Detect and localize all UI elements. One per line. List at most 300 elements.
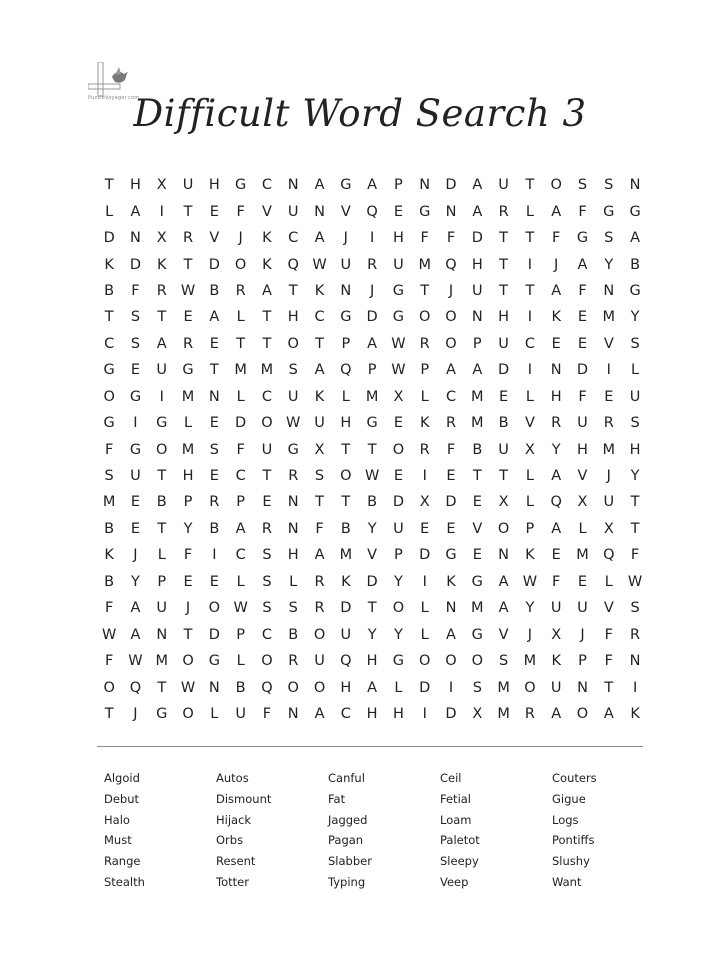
grid-cell: B bbox=[209, 282, 220, 299]
grid-cell: J bbox=[606, 468, 611, 485]
grid-cell: U bbox=[498, 441, 509, 458]
grid-cell: A bbox=[630, 230, 641, 247]
grid-cell: X bbox=[603, 520, 614, 537]
grid-cell: E bbox=[209, 203, 219, 220]
grid-row bbox=[96, 436, 648, 462]
grid-cell: G bbox=[629, 282, 641, 299]
word-list-item: Autos bbox=[216, 771, 249, 785]
grid-cell: H bbox=[471, 256, 483, 273]
grid-row bbox=[96, 251, 648, 277]
grid-row bbox=[96, 172, 648, 198]
grid-cell: T bbox=[288, 282, 298, 299]
grid-cell: Y bbox=[367, 520, 377, 537]
grid-cell: P bbox=[394, 547, 403, 564]
grid-row bbox=[96, 569, 648, 595]
grid-cell: V bbox=[603, 335, 614, 352]
grid-cell: E bbox=[420, 520, 430, 537]
word-list-item: Totter bbox=[216, 874, 249, 889]
grid-cell: M bbox=[602, 309, 616, 326]
grid-cell: Q bbox=[340, 362, 352, 379]
grid-row bbox=[96, 516, 648, 542]
grid-cell: D bbox=[471, 230, 483, 247]
grid-cell: R bbox=[288, 653, 299, 670]
grid-cell: F bbox=[578, 282, 587, 299]
grid-cell: K bbox=[341, 573, 351, 590]
grid-cell: A bbox=[551, 468, 562, 485]
grid-cell: O bbox=[576, 705, 589, 722]
grid-cell: A bbox=[446, 362, 456, 379]
grid-cell: E bbox=[499, 388, 509, 405]
grid-cell: A bbox=[156, 335, 167, 352]
grid-cell: D bbox=[129, 256, 142, 273]
grid-cell: P bbox=[394, 177, 403, 194]
grid-cell: G bbox=[392, 309, 405, 326]
grid-cell: G bbox=[471, 573, 483, 590]
grid-cell: G bbox=[156, 415, 168, 432]
grid-cell: T bbox=[183, 626, 193, 643]
grid-cell: Y bbox=[604, 256, 614, 273]
grid-cell: O bbox=[445, 653, 457, 670]
grid-cell: E bbox=[446, 468, 456, 485]
grid-cell: R bbox=[288, 468, 299, 485]
grid-cell: R bbox=[419, 441, 430, 458]
grid-cell: I bbox=[422, 468, 427, 485]
grid-cell: G bbox=[603, 203, 615, 220]
grid-cell: E bbox=[130, 494, 141, 511]
grid-cell: M bbox=[234, 362, 247, 379]
grid-cell: O bbox=[471, 653, 484, 670]
grid-cell: S bbox=[630, 415, 640, 432]
grid-cell: A bbox=[498, 573, 509, 590]
grid-cell: L bbox=[341, 388, 350, 405]
grid-cell: I bbox=[159, 203, 164, 220]
grid-cell: B bbox=[104, 520, 115, 537]
grid-cell: K bbox=[419, 415, 430, 432]
grid-cell: X bbox=[498, 494, 509, 511]
grid-cell: R bbox=[261, 520, 272, 537]
grid-cell: K bbox=[262, 230, 272, 247]
grid-cell: M bbox=[602, 441, 616, 458]
word-list bbox=[104, 771, 664, 896]
grid-cell: U bbox=[287, 388, 299, 405]
grid-cell: M bbox=[471, 600, 484, 617]
grid-cell: G bbox=[629, 203, 641, 220]
grid-cell: O bbox=[182, 653, 194, 670]
grid-row bbox=[96, 357, 648, 383]
grid-cell: X bbox=[551, 626, 562, 643]
word-list-item: Halo bbox=[104, 812, 130, 827]
grid-cell: L bbox=[236, 573, 245, 590]
word-list-item: Canful bbox=[328, 771, 365, 785]
grid-cell: Y bbox=[183, 520, 193, 537]
grid-cell: G bbox=[340, 309, 352, 326]
grid-cell: E bbox=[209, 415, 219, 432]
grid-cell: E bbox=[130, 520, 141, 537]
grid-cell: T bbox=[157, 309, 167, 326]
grid-cell: M bbox=[339, 547, 353, 564]
grid-cell: R bbox=[183, 230, 194, 247]
grid-cell: J bbox=[369, 282, 375, 299]
grid-cell: O bbox=[208, 600, 221, 617]
grid-cell: Y bbox=[551, 441, 561, 458]
grid-cell: P bbox=[341, 335, 351, 352]
grid-cell: K bbox=[525, 547, 535, 564]
grid-cell: A bbox=[577, 256, 588, 273]
grid-cell: D bbox=[208, 256, 220, 273]
grid-cell: Q bbox=[445, 256, 457, 273]
grid-cell: G bbox=[235, 177, 247, 194]
word-list-item: Debut bbox=[104, 791, 140, 806]
grid-cell: W bbox=[391, 362, 406, 379]
grid-cell: C bbox=[235, 468, 246, 485]
grid-cell: U bbox=[629, 388, 641, 405]
grid-cell: F bbox=[315, 520, 324, 537]
grid-cell: T bbox=[183, 256, 193, 273]
grid-cell: I bbox=[422, 705, 427, 722]
grid-cell: S bbox=[130, 335, 141, 352]
grid-cell: U bbox=[498, 335, 509, 352]
grid-cell: D bbox=[366, 309, 378, 326]
grid-cell: B bbox=[104, 573, 115, 590]
grid-cell: O bbox=[497, 520, 510, 537]
grid-cell: N bbox=[550, 362, 562, 379]
grid-row bbox=[96, 331, 648, 357]
grid-cell: S bbox=[288, 362, 298, 379]
grid-cell: U bbox=[235, 705, 246, 722]
grid-cell: U bbox=[261, 441, 273, 458]
grid-cell: U bbox=[156, 600, 168, 617]
grid-cell: L bbox=[578, 520, 587, 537]
grid-cell: H bbox=[629, 441, 641, 458]
grid-cell: A bbox=[551, 520, 562, 537]
grid-cell: R bbox=[524, 705, 535, 722]
grid-cell: I bbox=[606, 362, 611, 379]
grid-cell: B bbox=[340, 520, 351, 537]
grid-cell: R bbox=[156, 282, 167, 299]
grid-cell: X bbox=[156, 177, 167, 194]
grid-cell: H bbox=[498, 309, 510, 326]
grid-cell: M bbox=[576, 547, 589, 564]
grid-cell: U bbox=[550, 679, 562, 696]
grid-row bbox=[96, 410, 648, 436]
grid-cell: E bbox=[209, 468, 219, 485]
grid-cell: O bbox=[261, 653, 273, 670]
grid-cell: N bbox=[287, 494, 299, 511]
grid-cell: F bbox=[104, 600, 114, 617]
grid-cell: T bbox=[157, 679, 167, 696]
word-list-item: Algoid bbox=[104, 771, 140, 785]
grid-row bbox=[96, 542, 648, 568]
grid-cell: A bbox=[498, 600, 509, 617]
grid-cell: E bbox=[472, 547, 482, 564]
grid-cell: U bbox=[393, 520, 404, 537]
grid-cell: T bbox=[630, 494, 640, 511]
grid-cell: A bbox=[446, 626, 456, 643]
grid-cell: T bbox=[262, 468, 272, 485]
grid-cell: H bbox=[577, 441, 588, 458]
grid-cell: L bbox=[420, 626, 429, 643]
grid-cell: V bbox=[340, 203, 351, 220]
grid-cell: H bbox=[208, 177, 220, 194]
grid-cell: L bbox=[525, 494, 534, 511]
grid-cell: R bbox=[498, 203, 509, 220]
grid-cell: Q bbox=[261, 679, 273, 696]
word-list-item: Logs bbox=[552, 812, 579, 827]
grid-cell: T bbox=[262, 335, 272, 352]
grid-cell: I bbox=[448, 679, 454, 696]
grid-cell: F bbox=[578, 203, 587, 220]
grid-cell: U bbox=[498, 177, 509, 194]
grid-cell: N bbox=[208, 679, 220, 696]
word-list-item: Fetial bbox=[440, 791, 472, 806]
grid-cell: A bbox=[314, 177, 325, 194]
grid-cell: S bbox=[262, 600, 272, 617]
word-list-item: Orbs bbox=[216, 833, 244, 848]
grid-cell: W bbox=[101, 626, 117, 643]
grid-cell: C bbox=[314, 309, 325, 326]
grid-cell: W bbox=[128, 653, 143, 670]
grid-cell: L bbox=[210, 705, 219, 722]
grid-cell: D bbox=[235, 415, 247, 432]
grid-cell: A bbox=[551, 705, 562, 722]
grid-cell: M bbox=[471, 415, 484, 432]
grid-cell: G bbox=[103, 415, 115, 432]
grid-cell: Y bbox=[131, 573, 140, 590]
grid-cell: Q bbox=[340, 653, 352, 670]
grid-cell: T bbox=[157, 520, 167, 537]
grid-cell: P bbox=[420, 362, 430, 379]
grid-cell: R bbox=[314, 600, 325, 617]
grid-cell: A bbox=[472, 203, 483, 220]
grid-row bbox=[96, 463, 648, 489]
grid-cell: T bbox=[315, 494, 324, 511]
grid-cell: L bbox=[525, 203, 534, 220]
grid-cell: F bbox=[104, 441, 114, 458]
grid-cell: G bbox=[419, 203, 431, 220]
grid-cell: E bbox=[130, 362, 141, 379]
grid-cell: G bbox=[576, 230, 589, 247]
grid-cell: L bbox=[525, 388, 534, 405]
grid-cell: A bbox=[472, 177, 483, 194]
word-list-item: Stealth bbox=[104, 874, 145, 889]
grid-cell: I bbox=[369, 230, 375, 247]
grid-cell: O bbox=[445, 335, 457, 352]
grid-cell: G bbox=[287, 441, 299, 458]
grid-cell: F bbox=[604, 626, 613, 643]
grid-cell: W bbox=[312, 256, 327, 273]
grid-cell: H bbox=[129, 177, 141, 194]
grid-cell: T bbox=[525, 282, 535, 299]
grid-cell: E bbox=[577, 573, 588, 590]
grid-cell: M bbox=[260, 362, 274, 379]
grid-cell: A bbox=[261, 282, 272, 299]
grid-cell: D bbox=[498, 362, 510, 379]
grid-cell: Q bbox=[287, 256, 299, 273]
grid-cell: P bbox=[578, 653, 587, 670]
grid-cell: K bbox=[104, 256, 114, 273]
grid-cell: G bbox=[340, 177, 352, 194]
grid-cell: E bbox=[209, 573, 219, 590]
grid-cell: M bbox=[181, 441, 195, 458]
word-list-item: Typing bbox=[328, 874, 366, 889]
grid-cell: T bbox=[499, 282, 509, 299]
grid-cell: A bbox=[130, 626, 141, 643]
grid-cell: T bbox=[104, 177, 114, 194]
word-list-item: Must bbox=[104, 833, 132, 848]
grid-cell: O bbox=[550, 177, 562, 194]
grid-cell: M bbox=[523, 653, 537, 670]
grid-cell: N bbox=[314, 203, 325, 220]
grid-cell: C bbox=[235, 547, 246, 564]
word-list-item: Fat bbox=[328, 791, 346, 806]
grid-cell: N bbox=[156, 626, 168, 643]
grid-cell: D bbox=[445, 494, 457, 511]
grid-cell: V bbox=[261, 203, 272, 220]
grid-cell: M bbox=[497, 705, 510, 722]
grid-cell: D bbox=[392, 494, 404, 511]
grid-cell: H bbox=[366, 653, 378, 670]
grid-cell: E bbox=[472, 494, 482, 511]
grid-cell: C bbox=[261, 626, 272, 643]
grid-cell: O bbox=[182, 705, 194, 722]
grid-cell: D bbox=[103, 230, 115, 247]
grid-cell: S bbox=[604, 230, 614, 247]
grid-cell: T bbox=[262, 309, 272, 326]
word-list-item: Pagan bbox=[328, 833, 364, 848]
grid-cell: T bbox=[525, 230, 535, 247]
word-list-item: Slushy bbox=[552, 854, 590, 869]
grid-cell: R bbox=[367, 256, 378, 273]
grid-cell: O bbox=[392, 441, 405, 458]
grid-cell: R bbox=[445, 415, 457, 432]
grid-cell: U bbox=[471, 282, 483, 299]
grid-cell: V bbox=[577, 468, 588, 485]
grid-cell: U bbox=[577, 600, 588, 617]
word-list-item: Slabber bbox=[328, 854, 372, 869]
grid-cell: C bbox=[340, 705, 351, 722]
grid-row bbox=[96, 198, 648, 224]
grid-cell: F bbox=[104, 653, 114, 670]
grid-cell: W bbox=[364, 468, 380, 485]
grid-cell: N bbox=[287, 705, 299, 722]
grid-cell: G bbox=[445, 547, 457, 564]
grid-cell: T bbox=[157, 468, 167, 485]
grid-cell: S bbox=[262, 573, 272, 590]
grid-cell: R bbox=[209, 494, 220, 511]
grid-cell: T bbox=[104, 309, 114, 326]
grid-cell: P bbox=[472, 335, 482, 352]
grid-cell: J bbox=[343, 230, 348, 247]
grid-cell: O bbox=[313, 679, 326, 696]
grid-cell: O bbox=[419, 653, 431, 670]
grid-cell: T bbox=[209, 362, 219, 379]
grid-cell: V bbox=[472, 520, 483, 537]
grid-row bbox=[96, 278, 648, 304]
grid-cell: R bbox=[630, 626, 641, 643]
grid-cell: U bbox=[340, 256, 352, 273]
word-list-item: Jagged bbox=[328, 812, 368, 827]
grid-cell: U bbox=[314, 415, 325, 432]
grid-cell: H bbox=[287, 309, 299, 326]
grid-cell: N bbox=[208, 388, 220, 405]
grid-row bbox=[96, 304, 648, 330]
grid-cell: C bbox=[445, 388, 457, 405]
grid-cell: V bbox=[209, 230, 220, 247]
grid-cell: J bbox=[580, 626, 585, 643]
grid-cell: A bbox=[367, 335, 378, 352]
grid-cell: W bbox=[627, 573, 643, 590]
grid-cell: J bbox=[238, 230, 243, 247]
grid-cell: S bbox=[630, 335, 640, 352]
grid-cell: U bbox=[182, 177, 194, 194]
grid-cell: P bbox=[183, 494, 193, 511]
grid-row bbox=[96, 225, 648, 251]
grid-cell: I bbox=[133, 415, 138, 432]
grid-cell: P bbox=[367, 362, 377, 379]
grid-cell: K bbox=[551, 309, 561, 326]
grid-cell: T bbox=[236, 335, 246, 352]
grid-cell: R bbox=[314, 573, 325, 590]
grid-cell: F bbox=[446, 441, 456, 458]
grid-cell: H bbox=[340, 415, 352, 432]
grid-cell: G bbox=[366, 415, 378, 432]
grid-cell: A bbox=[314, 547, 325, 564]
grid-cell: C bbox=[104, 335, 115, 352]
grid-cell: T bbox=[367, 441, 377, 458]
grid-cell: X bbox=[419, 494, 430, 511]
grid-cell: R bbox=[183, 335, 194, 352]
grid-cell: D bbox=[419, 679, 431, 696]
grid-cell: Q bbox=[129, 679, 142, 696]
grid-cell: C bbox=[261, 177, 272, 194]
grid-cell: L bbox=[525, 468, 534, 485]
grid-cell: M bbox=[102, 494, 116, 511]
grid-cell: U bbox=[156, 362, 168, 379]
grid-cell: O bbox=[156, 441, 168, 458]
grid-cell: N bbox=[603, 282, 615, 299]
grid-cell: L bbox=[394, 679, 403, 696]
word-list-item: Paletot bbox=[440, 833, 480, 848]
grid-cell: J bbox=[133, 547, 138, 564]
divider bbox=[97, 746, 643, 747]
grid-cell: G bbox=[103, 362, 115, 379]
grid-cell: E bbox=[262, 494, 272, 511]
grid-cell: J bbox=[527, 626, 533, 643]
grid-cell: A bbox=[209, 309, 220, 326]
word-list-item: Hijack bbox=[216, 812, 252, 827]
word-list-item: Pontiffs bbox=[552, 833, 595, 848]
grid-cell: T bbox=[420, 282, 430, 299]
grid-cell: E bbox=[393, 468, 403, 485]
grid-cell: X bbox=[314, 441, 325, 458]
grid-cell: W bbox=[391, 335, 406, 352]
grid-cell: N bbox=[445, 600, 457, 617]
grid-cell: N bbox=[287, 520, 299, 537]
grid-cell: T bbox=[341, 494, 351, 511]
grid-cell: S bbox=[314, 468, 325, 485]
grid-cell: X bbox=[393, 388, 404, 405]
word-list-item: Ceil bbox=[440, 771, 462, 785]
grid-cell: V bbox=[367, 547, 378, 564]
letter-grid bbox=[96, 172, 648, 727]
grid-cell: W bbox=[286, 415, 301, 432]
word-list-item: Sleepy bbox=[440, 854, 479, 869]
grid-cell: K bbox=[104, 547, 114, 564]
grid-cell: M bbox=[365, 388, 379, 405]
grid-cell: P bbox=[236, 626, 245, 643]
grid-cell: U bbox=[130, 468, 141, 485]
grid-cell: I bbox=[159, 388, 164, 405]
